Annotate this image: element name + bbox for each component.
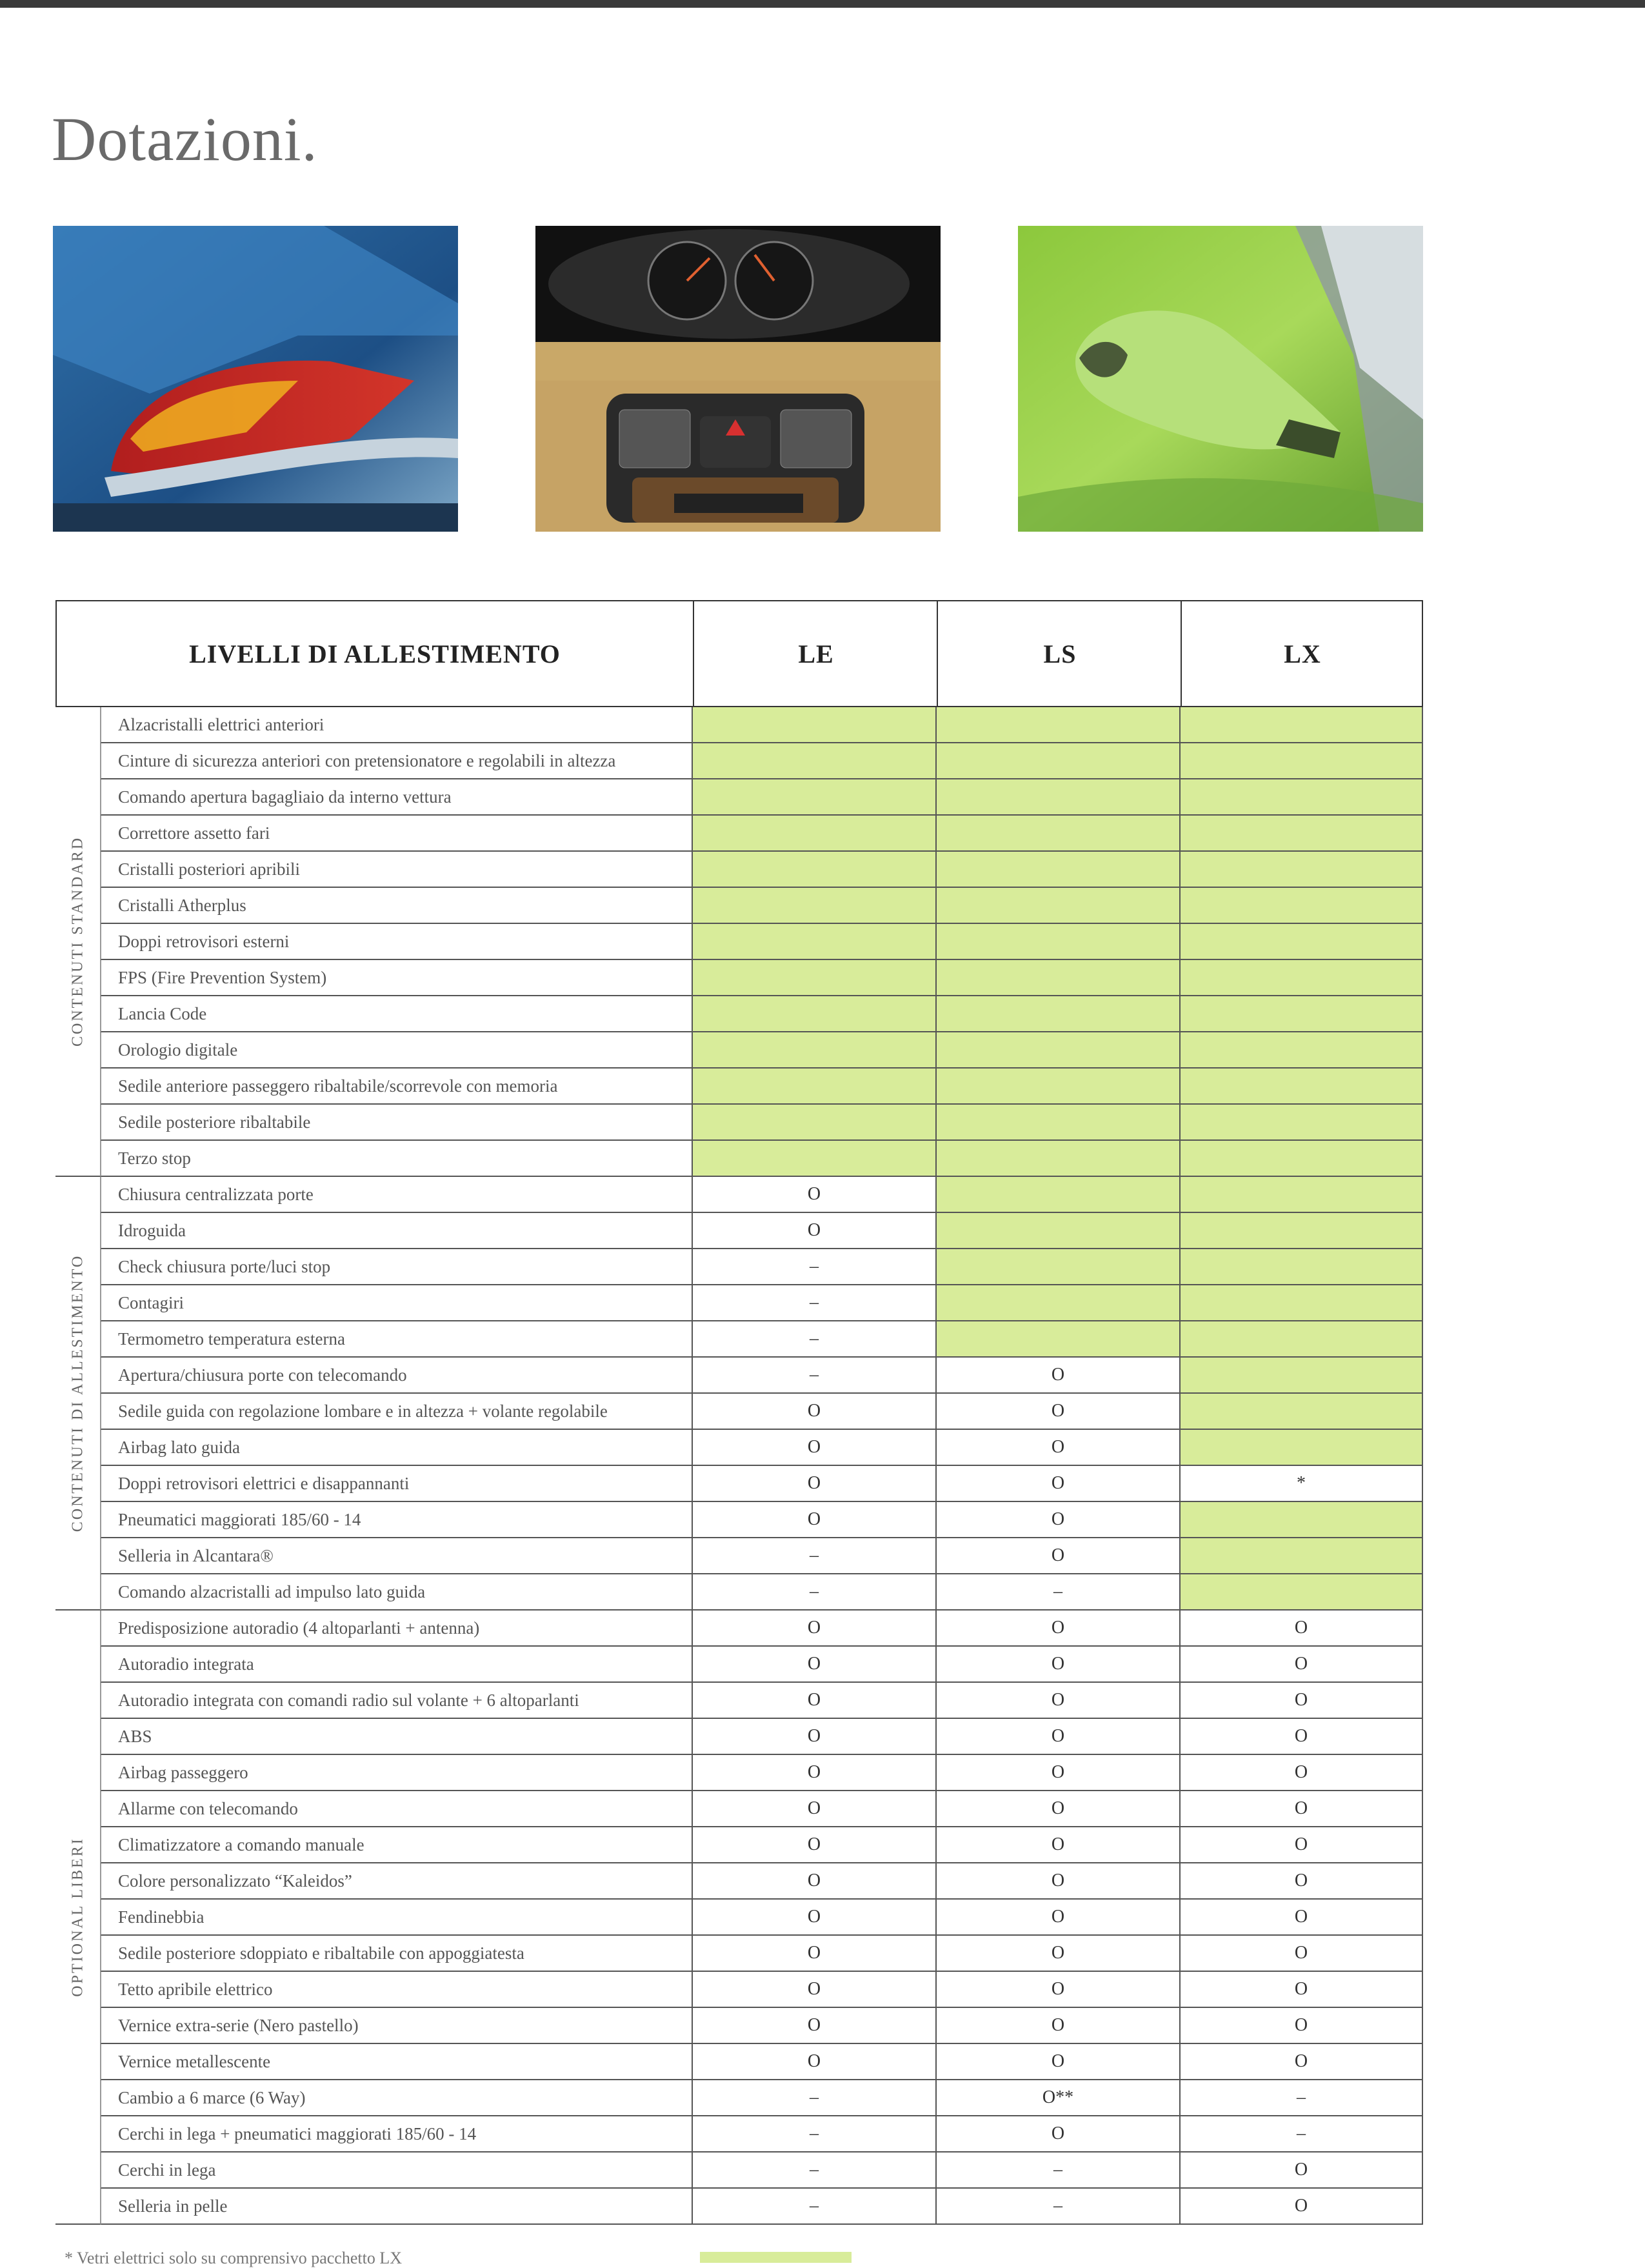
- table-row: [55, 1032, 1423, 1069]
- cell-ls-standard: [935, 1249, 1179, 1285]
- cell-le: O: [692, 1683, 935, 1719]
- feature-label: Doppi retrovisori esterni: [101, 924, 737, 960]
- cell-le: –: [692, 1285, 935, 1321]
- cell-ls: –: [935, 2153, 1179, 2189]
- feature-label: Colore personalizzato “Kaleidos”: [101, 1863, 737, 1900]
- footnote: * Vetri elettrici solo su comprensivo pacchetto LX: [65, 2249, 402, 2267]
- feature-label: Contagiri: [101, 1285, 737, 1321]
- cell-le: –: [692, 2189, 935, 2225]
- section-name: OPTIONAL LIBERI: [69, 1837, 86, 1997]
- cell-lx-standard: [1179, 1358, 1423, 1394]
- cell-ls: –: [935, 2189, 1179, 2225]
- feature-label: Cambio a 6 marce (6 Way): [101, 2080, 737, 2116]
- table-row: [55, 1358, 1423, 1394]
- cell-lx: O: [1179, 1936, 1423, 1972]
- cell-ls: O**: [935, 2080, 1179, 2116]
- cell-lx-standard: [1179, 924, 1423, 960]
- cell-le: O: [692, 1611, 935, 1647]
- mirror-photo: [1018, 226, 1423, 532]
- cell-lx-standard: [1179, 1069, 1423, 1105]
- cell-lx: O: [1179, 1719, 1423, 1755]
- table-row: [55, 1611, 1423, 1647]
- cell-lx-standard: [1179, 1285, 1423, 1321]
- cell-ls-standard: [935, 779, 1179, 816]
- cell-le: O: [692, 1719, 935, 1755]
- cell-le: O: [692, 1213, 935, 1249]
- table-row: [55, 2189, 1423, 2225]
- cell-le-standard: [692, 1105, 935, 1141]
- cell-le: –: [692, 1574, 935, 1611]
- table-row: [55, 1502, 1423, 1538]
- cell-le-standard: [692, 888, 935, 924]
- table-row: [55, 1466, 1423, 1502]
- page-title: Dotazioni.: [52, 105, 318, 174]
- cell-le: –: [692, 1249, 935, 1285]
- feature-label: Cinture di sicurezza anteriori con pretensionatore e regolabili in altezza: [101, 743, 737, 779]
- cell-lx-standard: [1179, 1105, 1423, 1141]
- feature-label: Sedile guida con regolazione lombare e in altezza + volante regolabile: [101, 1394, 737, 1430]
- cell-le: –: [692, 2153, 935, 2189]
- cell-le-standard: [692, 924, 935, 960]
- feature-label: Comando apertura bagagliaio da interno vettura: [101, 779, 737, 816]
- feature-label: Cerchi in lega: [101, 2153, 737, 2189]
- cell-le: O: [692, 1647, 935, 1683]
- table-row: [55, 2008, 1423, 2044]
- cell-ls: O: [935, 1755, 1179, 1791]
- feature-label: Tetto apribile elettrico: [101, 1972, 737, 2008]
- cell-ls: O: [935, 1358, 1179, 1394]
- table-row: [55, 1394, 1423, 1430]
- header-col-le: LE: [693, 601, 938, 706]
- cell-ls: O: [935, 1538, 1179, 1574]
- rear-light-photo: [53, 226, 458, 532]
- cell-le: O: [692, 2044, 935, 2080]
- cell-ls: O: [935, 1900, 1179, 1936]
- cell-le: O: [692, 1863, 935, 1900]
- cell-ls-standard: [935, 996, 1179, 1032]
- cell-ls-standard: [935, 1032, 1179, 1069]
- cell-ls-standard: [935, 1177, 1179, 1213]
- cell-ls: O: [935, 1936, 1179, 1972]
- feature-label: Allarme con telecomando: [101, 1791, 737, 1827]
- table-row: [55, 779, 1423, 816]
- table-header: [55, 600, 1423, 707]
- header-label: LIVELLI DI ALLESTIMENTO: [189, 639, 561, 668]
- cell-lx: O: [1179, 2044, 1423, 2080]
- cell-lx: O: [1179, 1900, 1423, 1936]
- cell-ls-standard: [935, 707, 1179, 743]
- cell-le: –: [692, 2116, 935, 2153]
- cell-le: O: [692, 1394, 935, 1430]
- table-row: [55, 924, 1423, 960]
- table-row: [55, 743, 1423, 779]
- feature-label: Cerchi in lega + pneumatici maggiorati 185/60 - 14: [101, 2116, 737, 2153]
- cell-ls: O: [935, 1683, 1179, 1719]
- cell-lx-standard: [1179, 1394, 1423, 1430]
- cell-lx-standard: [1179, 1141, 1423, 1177]
- cell-lx: O: [1179, 1647, 1423, 1683]
- cell-lx: O: [1179, 1863, 1423, 1900]
- feature-label: Correttore assetto fari: [101, 816, 737, 852]
- feature-label: Cristalli Atherplus: [101, 888, 737, 924]
- table-row: [55, 1863, 1423, 1900]
- cell-ls: O: [935, 1502, 1179, 1538]
- table-row: [55, 1683, 1423, 1719]
- table-row: [55, 1936, 1423, 1972]
- cell-le-standard: [692, 1032, 935, 1069]
- cell-lx: O: [1179, 1611, 1423, 1647]
- feature-label: Sedile posteriore sdoppiato e ribaltabile con appoggiatesta: [101, 1936, 737, 1972]
- cell-le-standard: [692, 779, 935, 816]
- cell-le-standard: [692, 743, 935, 779]
- feature-label: Doppi retrovisori elettrici e disappannanti: [101, 1466, 737, 1502]
- table-row: [55, 960, 1423, 996]
- feature-label: Comando alzacristalli ad impulso lato guida: [101, 1574, 737, 1611]
- feature-label: Autoradio integrata: [101, 1647, 737, 1683]
- cell-ls: O: [935, 2116, 1179, 2153]
- cell-ls: O: [935, 1863, 1179, 1900]
- table-row: [55, 1972, 1423, 2008]
- table-row: [55, 2116, 1423, 2153]
- table-row: [55, 888, 1423, 924]
- cell-le: O: [692, 1430, 935, 1466]
- cell-ls-standard: [935, 960, 1179, 996]
- feature-label: FPS (Fire Prevention System): [101, 960, 737, 996]
- cell-le: O: [692, 1900, 935, 1936]
- cell-lx: O: [1179, 2189, 1423, 2225]
- cell-lx-standard: [1179, 996, 1423, 1032]
- table-row: [55, 1647, 1423, 1683]
- cell-lx-standard: [1179, 1321, 1423, 1358]
- table-row: [55, 2153, 1423, 2189]
- table-row: [55, 816, 1423, 852]
- feature-label: Selleria in Alcantara®: [101, 1538, 737, 1574]
- cell-ls-standard: [935, 816, 1179, 852]
- cell-lx: O: [1179, 2153, 1423, 2189]
- cell-ls-standard: [935, 1069, 1179, 1105]
- cell-ls: –: [935, 1574, 1179, 1611]
- cell-ls-standard: [935, 1285, 1179, 1321]
- feature-label: Predisposizione autoradio (4 altoparlanti + antenna): [101, 1611, 737, 1647]
- table-row: [55, 1574, 1423, 1611]
- feature-label: Fendinebbia: [101, 1900, 737, 1936]
- equipment-table: [55, 600, 1423, 2239]
- cell-le: O: [692, 2008, 935, 2044]
- cell-lx-standard: [1179, 1574, 1423, 1611]
- cell-lx-standard: [1179, 707, 1423, 743]
- cell-le: O: [692, 1972, 935, 2008]
- table-row: [55, 996, 1423, 1032]
- cell-ls: O: [935, 1394, 1179, 1430]
- cell-lx: O: [1179, 1683, 1423, 1719]
- cell-ls-standard: [935, 743, 1179, 779]
- cell-le-standard: [692, 1141, 935, 1177]
- cell-ls-standard: [935, 1321, 1179, 1358]
- cell-lx: O: [1179, 1972, 1423, 2008]
- cell-ls: O: [935, 1430, 1179, 1466]
- cell-lx-standard: [1179, 1177, 1423, 1213]
- cell-lx-standard: [1179, 888, 1423, 924]
- cell-ls-standard: [935, 852, 1179, 888]
- cell-le: –: [692, 1321, 935, 1358]
- top-border: [0, 0, 1645, 8]
- table-row: [55, 1177, 1423, 1213]
- table-row: [55, 1213, 1423, 1249]
- cell-lx: O: [1179, 1755, 1423, 1791]
- table-row: [55, 1141, 1423, 1177]
- feature-label: Lancia Code: [101, 996, 737, 1032]
- cell-lx-standard: [1179, 1249, 1423, 1285]
- cell-ls-standard: [935, 1213, 1179, 1249]
- feature-label: Vernice metallescente: [101, 2044, 737, 2080]
- cell-le-standard: [692, 1069, 935, 1105]
- cell-le-standard: [692, 707, 935, 743]
- cell-lx: O: [1179, 1827, 1423, 1863]
- cell-le-standard: [692, 996, 935, 1032]
- feature-label: Alzacristalli elettrici anteriori: [101, 707, 737, 743]
- table-row: [55, 1321, 1423, 1358]
- cell-lx-standard: [1179, 960, 1423, 996]
- feature-label: ABS: [101, 1719, 737, 1755]
- cell-ls: O: [935, 1719, 1179, 1755]
- cell-ls: O: [935, 1791, 1179, 1827]
- header-col-lx: LX: [1181, 601, 1423, 706]
- cell-ls-standard: [935, 888, 1179, 924]
- table-row: [55, 2044, 1423, 2080]
- cell-lx-standard: [1179, 1213, 1423, 1249]
- cell-lx: O: [1179, 2008, 1423, 2044]
- cell-ls: O: [935, 2008, 1179, 2044]
- cell-ls: O: [935, 1972, 1179, 2008]
- cell-lx-standard: [1179, 779, 1423, 816]
- section-name: CONTENUTI DI ALLESTIMENTO: [69, 1254, 86, 1532]
- feature-label: Orologio digitale: [101, 1032, 737, 1069]
- feature-label: Vernice extra-serie (Nero pastello): [101, 2008, 737, 2044]
- cell-le: O: [692, 1466, 935, 1502]
- table-row: [55, 1827, 1423, 1863]
- cell-le: –: [692, 1538, 935, 1574]
- feature-label: Chiusura centralizzata porte: [101, 1177, 737, 1213]
- feature-label: Terzo stop: [101, 1141, 737, 1177]
- cell-ls: O: [935, 1466, 1179, 1502]
- table-row: [55, 1249, 1423, 1285]
- table-row: [55, 1069, 1423, 1105]
- cell-ls: O: [935, 2044, 1179, 2080]
- cell-ls-standard: [935, 1141, 1179, 1177]
- feature-label: Airbag lato guida: [101, 1430, 737, 1466]
- table-row: [55, 2080, 1423, 2116]
- feature-label: Sedile anteriore passeggero ribaltabile/scorrevole con memoria: [101, 1069, 737, 1105]
- feature-label: Idroguida: [101, 1213, 737, 1249]
- cell-le-standard: [692, 960, 935, 996]
- feature-label: Selleria in pelle: [101, 2189, 737, 2225]
- table-row: [55, 1105, 1423, 1141]
- feature-label: Termometro temperatura esterna: [101, 1321, 737, 1358]
- cell-lx: –: [1179, 2080, 1423, 2116]
- table-row: [55, 707, 1423, 743]
- cell-lx-standard: [1179, 1538, 1423, 1574]
- table-row: [55, 1430, 1423, 1466]
- cell-le-standard: [692, 852, 935, 888]
- cell-lx-standard: [1179, 1430, 1423, 1466]
- cell-lx-standard: [1179, 743, 1423, 779]
- cell-lx-standard: [1179, 1032, 1423, 1069]
- cell-ls: O: [935, 1611, 1179, 1647]
- feature-label: Sedile posteriore ribaltabile: [101, 1105, 737, 1141]
- cell-le: –: [692, 1358, 935, 1394]
- feature-label: Autoradio integrata con comandi radio sul volante + 6 altoparlanti: [101, 1683, 737, 1719]
- section-name: CONTENUTI STANDARD: [69, 836, 86, 1047]
- table-row: [55, 1791, 1423, 1827]
- cell-le-standard: [692, 816, 935, 852]
- cell-lx-standard: [1179, 1502, 1423, 1538]
- feature-label: Check chiusura porte/luci stop: [101, 1249, 737, 1285]
- cell-lx-standard: [1179, 816, 1423, 852]
- cell-le: O: [692, 1755, 935, 1791]
- feature-label: Cristalli posteriori apribili: [101, 852, 737, 888]
- feature-label: Climatizzatore a comando manuale: [101, 1827, 737, 1863]
- table-row: [55, 1538, 1423, 1574]
- table-row: [55, 1755, 1423, 1791]
- cell-ls-standard: [935, 1105, 1179, 1141]
- cell-le: O: [692, 1177, 935, 1213]
- cell-ls: O: [935, 1827, 1179, 1863]
- cell-le: O: [692, 1936, 935, 1972]
- table-row: [55, 1900, 1423, 1936]
- cell-ls-standard: [935, 924, 1179, 960]
- cell-le: O: [692, 1791, 935, 1827]
- table-row: [55, 852, 1423, 888]
- cell-lx: –: [1179, 2116, 1423, 2153]
- feature-label: Apertura/chiusura porte con telecomando: [101, 1358, 737, 1394]
- cell-lx-standard: [1179, 852, 1423, 888]
- cell-lx: *: [1179, 1466, 1423, 1502]
- cell-le: O: [692, 1502, 935, 1538]
- legend-swatch: [700, 2252, 852, 2263]
- cell-le: –: [692, 2080, 935, 2116]
- table-row: [55, 1285, 1423, 1321]
- feature-label: Airbag passeggero: [101, 1755, 737, 1791]
- cell-lx: O: [1179, 1791, 1423, 1827]
- cell-ls: O: [935, 1647, 1179, 1683]
- feature-label: Pneumatici maggiorati 185/60 - 14: [101, 1502, 737, 1538]
- cell-le: O: [692, 1827, 935, 1863]
- header-col-ls: LS: [937, 601, 1182, 706]
- dashboard-photo: [535, 226, 941, 532]
- table-row: [55, 1719, 1423, 1755]
